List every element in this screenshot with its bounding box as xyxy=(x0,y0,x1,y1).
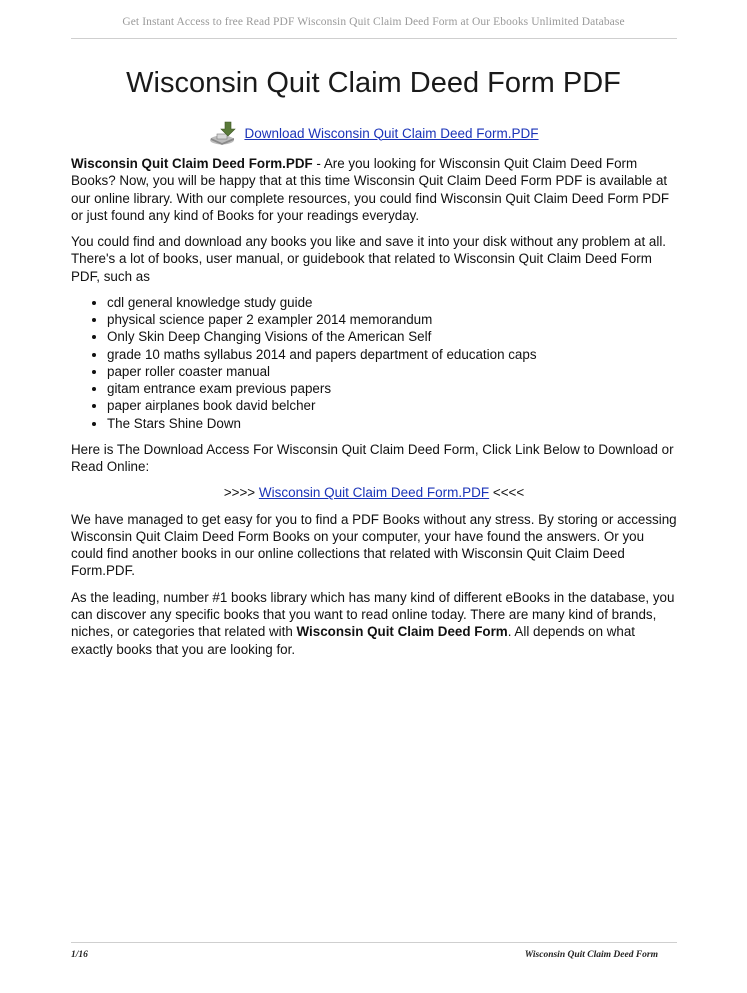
download-row xyxy=(0,120,747,146)
leading-text-before: As the leading, number #1 books library which has many kind of different eBooks in the database, you can discover any specific books that you want to read online today. There are many kind of brands, niches, or categories that related with xyxy=(71,589,675,640)
leading-bold: Wisconsin Quit Claim Deed Form xyxy=(296,624,508,640)
page-header: Get Instant Access to free Read PDF Wisconsin Quit Claim Deed Form at Our Ebooks Unlimited Database xyxy=(122,16,625,28)
list-item: • physical science paper 2 exampler 2014 memorandum xyxy=(107,311,677,328)
page-title: Wisconsin Quit Claim Deed Form PDF xyxy=(126,67,621,99)
managed-paragraph: We have managed to get easy for you to find a PDF Books without any stress. By storing or accessing Wisconsin Quit Claim Deed Form Books on your computer, your have found the answers. Or you could find another books in our online collections that related with Wisconsin Quit Claim Deed Form.PDF. xyxy=(71,511,677,579)
list-item: • gitam entrance exam previous papers xyxy=(107,380,677,397)
download-access-paragraph: Here is The Download Access For Wisconsin Quit Claim Deed Form, Click Link Below to Download or Read Online: xyxy=(71,441,674,474)
footer-title: Wisconsin Quit Claim Deed Form xyxy=(524,950,658,960)
list-item: • Only Skin Deep Changing Visions of the American Self xyxy=(107,328,677,345)
access-suffix: <<<< xyxy=(489,485,525,501)
download-link[interactable]: Download Wisconsin Quit Claim Deed Form.PDF xyxy=(244,125,539,141)
access-line xyxy=(71,484,677,501)
list-item: • cdl general knowledge study guide xyxy=(107,294,677,311)
download-icon[interactable] xyxy=(208,120,240,146)
header-divider xyxy=(71,38,677,39)
leading-text-after: . All depends on what exactly books that you are looking for. xyxy=(71,624,636,657)
page-number: 1/16 xyxy=(71,950,88,960)
books-paragraph: You could find and download any books you like and save it into your disk without any problem at all. There's a lot of books, user manual, or guidebook that related to Wisconsin Quit Claim Deed Form PDF, such as xyxy=(71,234,667,284)
intro-paragraph xyxy=(71,155,677,224)
related-books-list xyxy=(71,294,677,432)
list-item: • paper airplanes book david belcher xyxy=(107,397,677,414)
leading-paragraph xyxy=(71,589,677,658)
document-body xyxy=(71,155,677,667)
access-prefix: >>>> xyxy=(223,485,259,501)
intro-bold-lead: Wisconsin Quit Claim Deed Form.PDF xyxy=(71,156,313,171)
intro-text: - Are you looking for Wisconsin Quit Claim Deed Form Books? Now, you will be happy that at this time Wisconsin Quit Claim Deed Form PDF is available at our online library. With our complete resources, you could find Wisconsin Quit Claim Deed Form PDF or just found any kind of Books for your readings everyday. xyxy=(71,156,670,223)
access-link[interactable]: Wisconsin Quit Claim Deed Form.PDF xyxy=(258,485,490,501)
list-item: • grade 10 maths syllabus 2014 and papers department of education caps xyxy=(107,346,677,363)
list-item: • The Stars Shine Down xyxy=(107,415,677,432)
footer-divider xyxy=(71,942,677,943)
list-item: • paper roller coaster manual xyxy=(107,363,677,380)
